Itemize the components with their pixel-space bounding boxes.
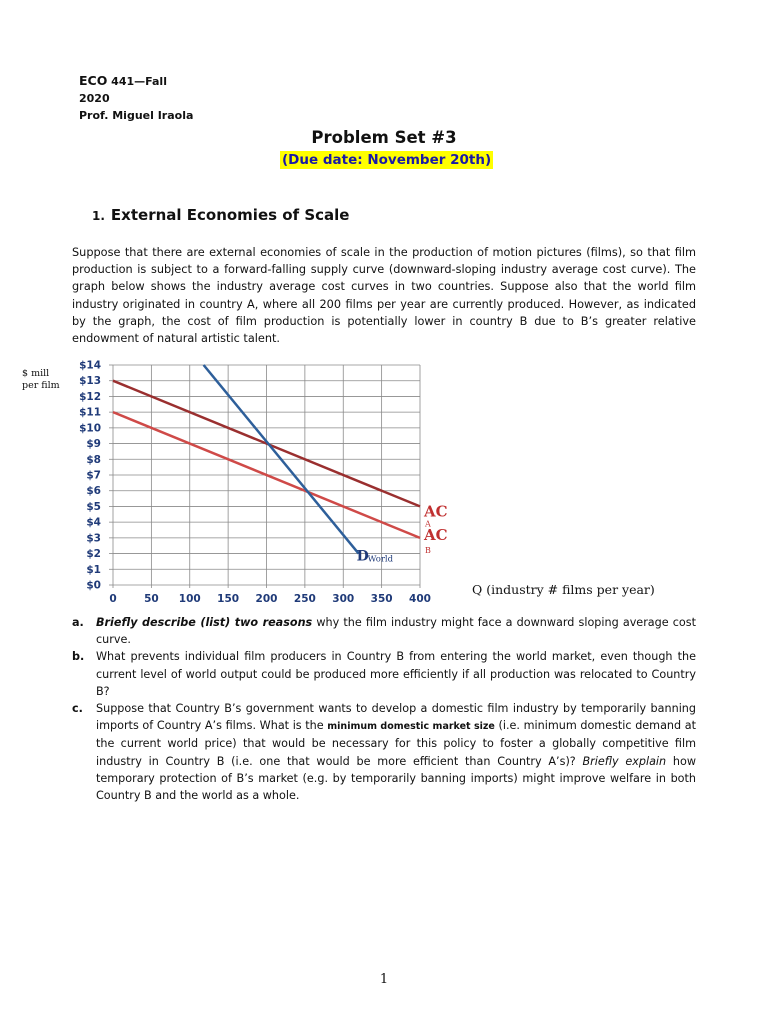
page-number: 1 (379, 972, 389, 987)
question-c-text-3: how temporary protection of B’s market (e.g. by temporarily banning imports) might improve welfare in both Country B and the world as a whole. (96, 754, 696, 803)
section-title: External Economies of Scale (110, 206, 350, 224)
x-axis-label: Q (industry # films per year) (472, 582, 655, 597)
x-tick-label: 100 (178, 593, 201, 605)
x-tick-label: 350 (370, 593, 393, 605)
y-axis-label-line2: per film (22, 380, 60, 391)
ac-b-label: AC (424, 525, 448, 544)
y-tick-label: $11 (79, 406, 101, 419)
question-c-text-2: (i.e. minimum domestic demand at the current world price) that would be necessary for this policy to foster a globally competitive film industry in Country B (i.e. one that would be more efficient than Country A’s)? (96, 719, 696, 768)
course-year: 2020 (79, 92, 110, 105)
due-date: (Due date: November 20th) (282, 152, 492, 168)
x-tick-label: 200 (255, 593, 278, 605)
x-tick-label: 400 (409, 593, 431, 605)
ac-a-subscript: A (425, 519, 431, 529)
y-tick-label: $3 (86, 532, 101, 545)
y-tick-label: $1 (86, 563, 101, 576)
y-tick-label: $4 (86, 516, 101, 529)
professor-name: Prof. Miguel Iraola (79, 109, 194, 122)
y-tick-label: $9 (86, 438, 101, 451)
question-a-letter: a. (72, 616, 84, 629)
y-tick-label: $13 (79, 375, 101, 388)
section-heading (92, 206, 349, 224)
x-tick-label: 50 (144, 593, 159, 605)
question-b (72, 648, 696, 700)
question-list (72, 614, 696, 804)
y-tick-label: $14 (79, 359, 101, 372)
y-tick-label: $0 (86, 579, 101, 592)
demand-subscript: World (367, 554, 394, 565)
section-number: 1. (92, 209, 105, 223)
question-a (72, 614, 696, 648)
x-tick-label: 150 (217, 593, 240, 605)
y-tick-label: $12 (79, 390, 101, 403)
question-b-text: What prevents individual film producers in Country B from entering the world market, even though the current level of world output could be produced more efficiently if all production was relocated to Country B? (96, 650, 696, 698)
page-title: Problem Set #3 (311, 128, 457, 147)
y-tick-label: $7 (86, 469, 101, 482)
x-tick-label: 300 (332, 593, 355, 605)
y-axis-label (22, 368, 60, 392)
y-tick-label: $8 (86, 453, 101, 466)
ac-a-label: AC (424, 502, 448, 521)
y-tick-label: $6 (86, 485, 101, 498)
y-tick-label: $2 (86, 548, 101, 561)
y-tick-label: $10 (79, 422, 101, 435)
demand-label: D (356, 548, 369, 565)
ac-b-subscript: B (425, 545, 431, 555)
intro-paragraph: Suppose that there are external economies of scale in the production of motion pictures (films), so that film production is subject to a forward-falling supply curve (downward-sloping industry average cost curve). The graph below shows the industry average cost curves in two countries. Suppose also that the world film industry originated in country A, where all 200 films per year are currently produced. However, as indicated by the graph, the cost of film production is potentially lower in country B due to B’s greater relative endowment of natural artistic talent. (72, 246, 696, 346)
question-a-emphasis: Briefly describe (list) two reasons (96, 616, 313, 629)
course-term: 441—Fall (107, 75, 167, 88)
x-tick-label: 250 (293, 593, 316, 605)
question-c-letter: c. (72, 702, 83, 716)
course-header (79, 74, 193, 123)
y-tick-label: $5 (86, 500, 101, 513)
course-prefix: ECO (79, 73, 108, 88)
question-b-letter: b. (72, 650, 85, 664)
x-tick-label: 0 (109, 593, 117, 605)
question-c-text-1: Suppose that Country B’s government wants to develop a domestic film industry by temporarily banning imports of Country A’s films. What is the (96, 702, 696, 733)
question-c (72, 700, 696, 804)
cost-curve-chart (60, 355, 460, 615)
question-a-text: why the film industry might face a downward sloping average cost curve. (96, 616, 696, 647)
question-c-italic: Briefly explain (582, 754, 667, 768)
question-c-bold: minimum domestic market size (327, 721, 495, 733)
y-axis-label-line1: $ mill (22, 368, 50, 379)
